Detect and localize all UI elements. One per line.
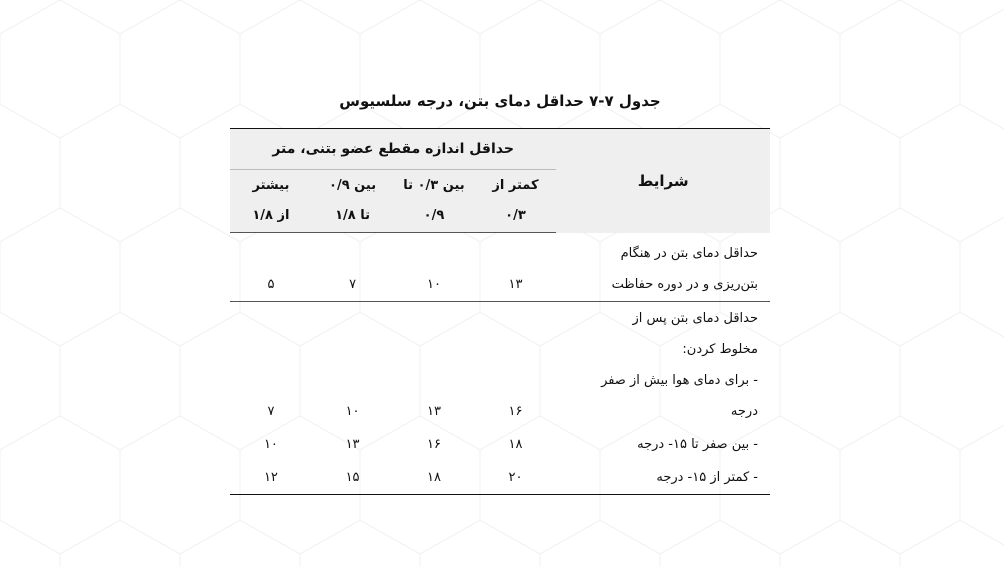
value-cell: ۱۳ <box>345 437 360 452</box>
col-header-line: از ۱/۸ <box>252 208 290 223</box>
col-header-line: بین ۰/۳ تا <box>403 178 465 193</box>
col-header-line: بین ۰/۹ <box>329 178 377 193</box>
conditions-header: شرایط <box>556 129 770 233</box>
section-size-group-header: حداقل اندازه مقطع عضو بتنی، متر <box>230 129 556 170</box>
col-header-lt-0-3 <box>475 170 557 233</box>
condition-line: - برای دمای هوا بیش از صفر <box>601 373 758 388</box>
col-header-line: ۰/۹ <box>423 208 445 223</box>
value-cell: ۱۶ <box>475 302 557 429</box>
value-cell: ۷ <box>349 277 357 292</box>
condition-cell: - کمتر از ۱۵- درجه <box>656 470 758 485</box>
col-header-line: تا ۱/۸ <box>335 208 371 223</box>
condition-cell <box>556 237 770 302</box>
value-cell: ۵ <box>267 277 275 292</box>
value-cell: ۱۸ <box>508 437 523 452</box>
condition-line: حداقل دمای بتن در هنگام <box>620 246 758 261</box>
value-cell: ۱۳ <box>393 302 474 429</box>
temperature-table-container <box>230 128 770 495</box>
value-cell: ۱۸ <box>426 470 441 485</box>
value-cell: ۱۰ <box>312 302 393 429</box>
col-header-0-9-to-1-8 <box>312 170 393 233</box>
table-row <box>230 302 770 429</box>
condition-line: بتن‌ریزی و در دوره حفاظت <box>611 277 758 292</box>
table-row <box>230 237 770 302</box>
value-cell: ۲۰ <box>508 470 523 485</box>
col-header-line: ۰/۳ <box>505 208 526 223</box>
col-header-0-3-to-0-9 <box>393 170 474 233</box>
condition-cell: - بین صفر تا ۱۵- درجه <box>637 437 758 452</box>
table-caption: جدول ۷-۷ حداقل دمای بتن، درجه سلسیوس <box>339 92 661 110</box>
value-cell: ۱۵ <box>345 470 360 485</box>
condition-cell <box>556 302 770 429</box>
value-cell: ۱۲ <box>263 470 278 485</box>
col-header-gt-1-8 <box>230 170 312 233</box>
col-header-line: بیشتر <box>252 178 290 193</box>
col-header-line: کمتر از <box>492 178 539 193</box>
value-cell: ۱۶ <box>426 437 441 452</box>
value-cell: ۱۰ <box>263 437 278 452</box>
condition-line: مخلوط کردن: <box>682 342 758 357</box>
min-concrete-temperature-table <box>230 128 770 495</box>
table-row <box>230 428 770 461</box>
value-cell: ۱۰ <box>426 277 441 292</box>
value-cell: ۷ <box>230 302 312 429</box>
condition-line: حداقل دمای بتن پس از <box>632 311 758 326</box>
value-cell: ۱۳ <box>508 277 523 292</box>
condition-line: درجه <box>730 404 758 419</box>
table-row <box>230 461 770 495</box>
